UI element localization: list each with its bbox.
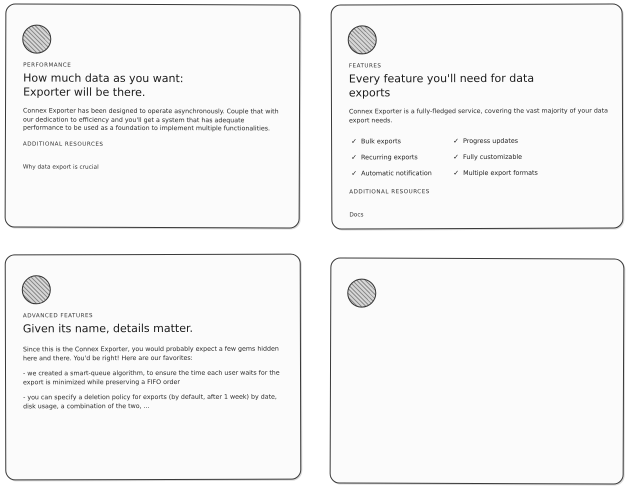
check-icon: ✓ bbox=[351, 153, 358, 162]
feature-list bbox=[351, 137, 608, 178]
check-icon: ✓ bbox=[453, 153, 460, 162]
check-icon: ✓ bbox=[453, 169, 460, 178]
heading-line-2: exports bbox=[348, 86, 391, 100]
card-paragraph: Since this is the Connex Exporter, you would probably expect a few gems hidden here and there. You'd be right! Here are our favorites: bbox=[22, 345, 279, 362]
card-eyebrow: PERFORMANCE bbox=[23, 62, 72, 69]
card-features bbox=[331, 3, 624, 229]
card-body: Connex Exporter has been designed to operate asynchronously. Couple that with our dedication to efficiency and you'll get a system that has adequate performance to be used as a foundation to implement multiple functionalities. bbox=[22, 107, 279, 133]
card-advanced-features bbox=[5, 254, 302, 481]
check-icon: ✓ bbox=[351, 169, 358, 178]
card-heading bbox=[349, 72, 608, 101]
check-icon: ✓ bbox=[453, 137, 459, 146]
resources-title: ADDITIONAL RESOURCES bbox=[349, 189, 430, 196]
feature-item: ✓ Progress updates bbox=[453, 137, 519, 146]
avatar-placeholder-icon bbox=[22, 25, 51, 54]
feature-item: ✓ Multiple export formats bbox=[453, 168, 538, 178]
heading-line-2: Exporter will be there. bbox=[23, 85, 146, 99]
card-heading: Given its name, details matter. bbox=[22, 321, 194, 336]
feature-item: ✓ Automatic notification bbox=[351, 169, 432, 178]
avatar-placeholder-icon bbox=[348, 25, 377, 54]
resource-link[interactable]: Docs bbox=[349, 212, 364, 219]
feature-item: ✓ Recurring exports bbox=[351, 153, 418, 162]
resources-title: ADDITIONAL RESOURCES bbox=[22, 141, 104, 148]
heading-line-1: Every feature you'll need for data bbox=[348, 71, 535, 86]
check-icon: ✓ bbox=[351, 137, 357, 146]
card-heading bbox=[23, 72, 285, 101]
card-eyebrow: FEATURES bbox=[348, 63, 382, 70]
card-body: Connex Exporter is a fully-fledged service, covering the vast majority of your data export needs. bbox=[348, 107, 609, 125]
heading-line-1: How much data as you want: bbox=[23, 71, 184, 86]
card-performance bbox=[5, 3, 301, 228]
resource-link[interactable]: Why data export is crucial bbox=[22, 164, 99, 171]
feature-item: ✓ Bulk exports bbox=[351, 137, 401, 146]
card-empty bbox=[330, 257, 625, 484]
avatar-placeholder-icon bbox=[22, 275, 51, 304]
avatar-placeholder-icon bbox=[347, 279, 376, 308]
card-paragraph: - you can specify a deletion policy for exports (by default, after 1 week) by date, disk usage, a combination of the two, ... bbox=[23, 394, 277, 411]
feature-item: ✓ Fully customizable bbox=[453, 153, 523, 162]
card-paragraph: - we created a smart-queue algorithm, to ensure the time each user waits for the export is minimized while preserving a FIFO order bbox=[23, 369, 280, 387]
card-eyebrow: ADVANCED FEATURES bbox=[22, 313, 94, 320]
